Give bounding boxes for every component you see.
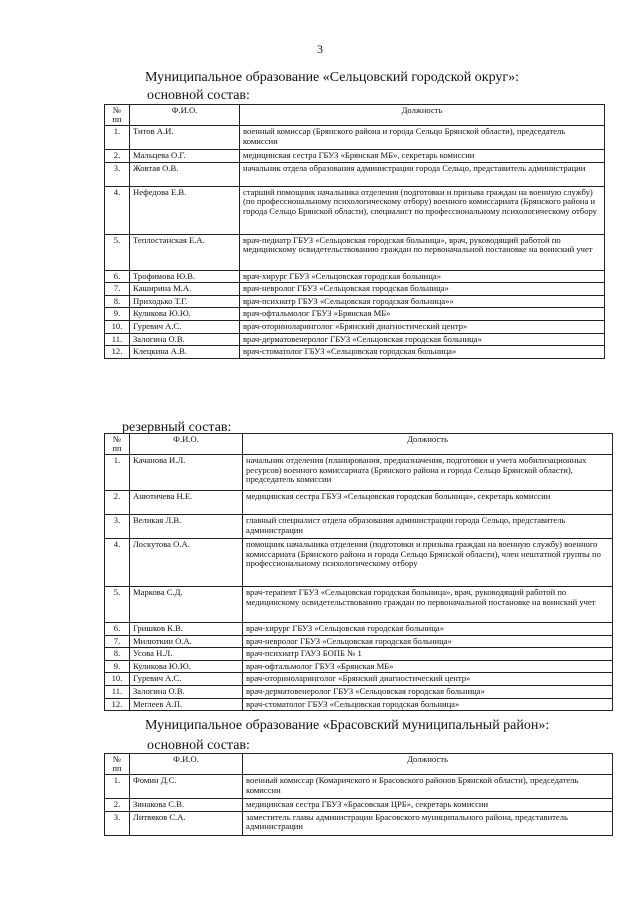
table-row [105, 587, 613, 623]
row-name: Меглеев А.П. [130, 698, 243, 711]
row-number: 9. [105, 308, 130, 321]
row-position: врач-офтальмолог ГБУЗ «Брянская МБ» [240, 308, 605, 321]
column-header-name: Ф.И.О. [130, 754, 243, 775]
section-1-main-table [104, 104, 605, 359]
table-row [105, 635, 613, 648]
table-row [105, 308, 605, 321]
section-2-main-label: основной состав: [147, 738, 250, 753]
row-name: Залогина О.В. [130, 333, 240, 346]
row-number: 3. [105, 811, 130, 835]
row-number: 10. [105, 673, 130, 686]
row-position: военный комиссар (Комаричского и Брасовского районов Брянской области), председатель комиссии [243, 775, 613, 799]
row-name: Жовтая О.В. [130, 162, 240, 186]
row-position: начальник отдела образования администрации города Сельцо, представитель администрации [240, 162, 605, 186]
table-row [105, 162, 605, 186]
row-position: врач-стоматолог ГБУЗ «Сельцовская городская больница» [240, 346, 605, 359]
row-name: Теплостанская Е.А. [130, 234, 240, 270]
row-number: 8. [105, 295, 130, 308]
row-number: 4. [105, 539, 130, 587]
table-row [105, 491, 613, 515]
table-row [105, 283, 605, 296]
row-position: медицинская сестра ГБУЗ «Брасовская ЦРБ», секретарь комиссии [243, 799, 613, 812]
table-row [105, 623, 613, 636]
row-position: врач-оториноларинголог «Брянский диагностический центр» [240, 320, 605, 333]
column-header-name: Ф.И.О. [130, 105, 240, 126]
row-name: Нефедова Е.В. [130, 186, 240, 234]
section-2-main-table [104, 753, 613, 836]
row-number: 7. [105, 283, 130, 296]
row-name: Куликова Ю.Ю. [130, 308, 240, 321]
row-name: Гуревич А.С. [130, 320, 240, 333]
row-number: 12. [105, 698, 130, 711]
row-number: 2. [105, 799, 130, 812]
column-header-position: Должность [243, 434, 613, 455]
row-position: врач-дерматовенеролог ГБУЗ «Сельцовская городская больница» [240, 333, 605, 346]
row-name: Великая Л.В. [130, 515, 243, 539]
table-row [105, 698, 613, 711]
row-position: врач-оториноларинголог «Брянский диагностический центр» [243, 673, 613, 686]
page-number: 3 [317, 42, 323, 56]
row-name: Титов А.И. [130, 126, 240, 150]
row-position: врач-хирург ГБУЗ «Сельцовская городская больница» [240, 270, 605, 283]
row-number: 4. [105, 186, 130, 234]
table-row [105, 775, 613, 799]
table-row [105, 320, 605, 333]
row-name: Фомин Д.С. [130, 775, 243, 799]
row-position: начальник отделения (планирования, предназначения, подготовки и учета мобилизационных ресурсов) военного комиссариата (Брянского района и города Сельцо Брянской области), председатель комиссии [243, 455, 613, 491]
section-1-title: Муниципальное образование «Сельцовский городской округ»: [145, 70, 520, 85]
column-header-position: Должность [240, 105, 605, 126]
row-name: Гуревич А.С. [130, 673, 243, 686]
row-name: Зинакова С.В. [130, 799, 243, 812]
row-position: врач-стоматолог ГБУЗ «Сельцовская городская больница» [243, 698, 613, 711]
table-row [105, 685, 613, 698]
row-name: Куликова Ю.Ю. [130, 660, 243, 673]
column-header-number: № пп [105, 105, 130, 126]
row-position: военный комиссар (Брянского района и города Сельцо Брянской области), председатель комиссии [240, 126, 605, 150]
table-header-row [105, 105, 605, 126]
row-position: врач-терапевт ГБУЗ «Сельцовская городская больница», врач, руководящий работой по медицинскому освидетельствованию граждан по первоначальной постановке на воинский учет [243, 587, 613, 623]
row-name: Клецкина А.В. [130, 346, 240, 359]
row-position: старший помощник начальника отделения (подготовки и призыва граждан на военную службу) (по профессиональному психологическому отбору) военного комиссариата (Брянского района и города Сельцо Брянской области), специалист по профессиональному психологическому отбору [240, 186, 605, 234]
section-2-title: Муниципальное образование «Брасовский муниципальный район»: [145, 718, 550, 733]
row-name: Приходько Т.Г. [130, 295, 240, 308]
row-number: 3. [105, 162, 130, 186]
row-number: 2. [105, 150, 130, 163]
row-position: врач-невролог ГБУЗ «Сельцовская городская больница» [243, 635, 613, 648]
column-header-number: № пп [105, 754, 130, 775]
row-position: медицинская сестра ГБУЗ «Сельцовская городская больница», секретарь комиссии [243, 491, 613, 515]
row-number: 6. [105, 623, 130, 636]
section-1-reserve-label: резервный состав: [122, 420, 232, 435]
row-position: врач-психиатр ГБУЗ «Сельцовская городская больница»» [240, 295, 605, 308]
row-position: врач-офтальмолог ГБУЗ «Брянская МБ» [243, 660, 613, 673]
column-header-number: № пп [105, 434, 130, 455]
table-header-row [105, 434, 613, 455]
row-position: заместитель главы администрации Брасовского муниципального района, представитель администрации [243, 811, 613, 835]
row-name: Гришков К.В. [130, 623, 243, 636]
table-row [105, 333, 605, 346]
row-number: 9. [105, 660, 130, 673]
row-number: 3. [105, 515, 130, 539]
table-row [105, 455, 613, 491]
column-header-position: Должность [243, 754, 613, 775]
table-row [105, 811, 613, 835]
row-position: врач-хирург ГБУЗ «Сельцовская городская больница» [243, 623, 613, 636]
row-name: Мальцева О.Г. [130, 150, 240, 163]
row-position: главный специалист отдела образования администрации города Сельцо, представитель администрации [243, 515, 613, 539]
table-row [105, 799, 613, 812]
row-number: 6. [105, 270, 130, 283]
row-name: Милюткин О.А. [130, 635, 243, 648]
row-number: 12. [105, 346, 130, 359]
table-row [105, 515, 613, 539]
row-name: Каширина М.А. [130, 283, 240, 296]
table-row [105, 673, 613, 686]
table-row [105, 270, 605, 283]
row-number: 11. [105, 333, 130, 346]
table-row [105, 648, 613, 661]
table-row [105, 150, 605, 163]
row-name: Качанова И.Л. [130, 455, 243, 491]
row-number: 7. [105, 635, 130, 648]
row-position: врач-дерматовенеролог ГБУЗ «Сельцовская городская больница» [243, 685, 613, 698]
row-number: 8. [105, 648, 130, 661]
row-number: 10. [105, 320, 130, 333]
row-number: 1. [105, 455, 130, 491]
row-name: Усова Н.Л. [130, 648, 243, 661]
section-1-main-label: основной состав: [147, 88, 250, 103]
row-number: 5. [105, 587, 130, 623]
row-position: врач-психиатр ГАУЗ БОПБ № 1 [243, 648, 613, 661]
table-header-row [105, 754, 613, 775]
row-name: Литвяков С.А. [130, 811, 243, 835]
row-name: Маркова С.Д. [130, 587, 243, 623]
table-row [105, 660, 613, 673]
column-header-name: Ф.И.О. [130, 434, 243, 455]
row-number: 1. [105, 775, 130, 799]
row-position: врач-педиатр ГБУЗ «Сельцовская городская больница», врач, руководящий работой по медицинскому освидетельствованию граждан по первоначальной постановке на воинский учет [240, 234, 605, 270]
row-name: Анютичева Н.Е. [130, 491, 243, 515]
table-row [105, 295, 605, 308]
row-name: Лоскутова О.А. [130, 539, 243, 587]
table-row [105, 126, 605, 150]
table-row [105, 346, 605, 359]
row-number: 11. [105, 685, 130, 698]
row-position: медицинская сестра ГБУЗ «Брянская МБ», секретарь комиссии [240, 150, 605, 163]
table-row [105, 539, 613, 587]
table-row [105, 186, 605, 234]
row-name: Трофимова Ю.В. [130, 270, 240, 283]
row-number: 5. [105, 234, 130, 270]
row-number: 2. [105, 491, 130, 515]
row-position: помощник начальника отделения (подготовки и призыва граждан на военную службу) военного комиссариата (Брянского района и города Сельцо Брянской области), член нештатной группы по профессиональному психологическому отбору [243, 539, 613, 587]
row-position: врач-невролог ГБУЗ «Сельцовская городская больница» [240, 283, 605, 296]
row-number: 1. [105, 126, 130, 150]
row-name: Залогина О.В. [130, 685, 243, 698]
section-1-reserve-table [104, 433, 613, 711]
table-row [105, 234, 605, 270]
